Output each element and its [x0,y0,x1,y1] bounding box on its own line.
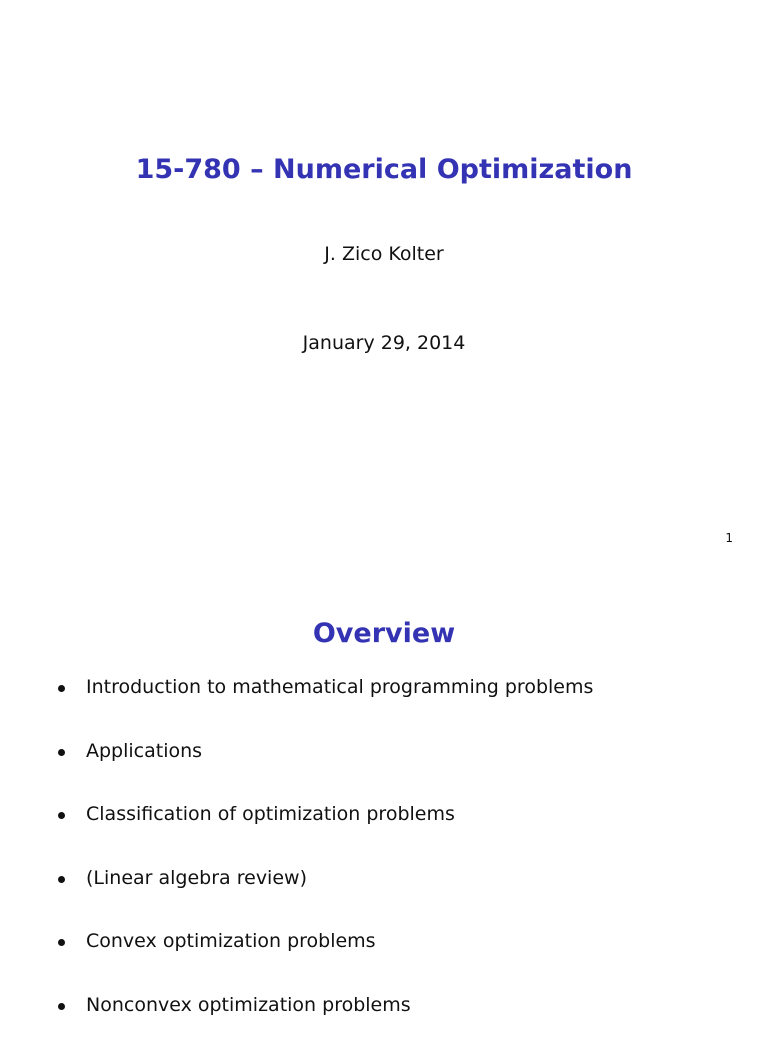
bullet-icon [58,685,65,692]
list-item [58,676,748,740]
bullet-text: Classification of optimization problems [86,803,455,826]
bullet-icon [58,939,65,946]
bullet-list [58,676,748,1057]
slide-title: 15-780 – Numerical Optimization [0,154,768,186]
bullet-icon [58,812,65,819]
bullet-text: Nonconvex optimization problems [86,994,411,1017]
bullet-icon [58,876,65,883]
bullet-text: Introduction to mathematical programming problems [86,676,593,699]
presentation-date: January 29, 2014 [0,332,768,355]
author-name: J. Zico Kolter [0,243,768,266]
bullet-text: (Linear algebra review) [86,867,307,890]
bullet-text: Applications [86,740,202,763]
list-item [58,930,748,994]
list-item [58,867,748,931]
list-item [58,803,748,867]
bullet-icon [58,749,65,756]
overview-slide [0,560,768,1024]
list-item [58,740,748,804]
page-number: 1 [725,532,733,544]
list-item [58,994,748,1057]
bullet-text: Convex optimization problems [86,930,376,953]
bullet-icon [58,1003,65,1010]
slide-title: Overview [0,618,768,650]
